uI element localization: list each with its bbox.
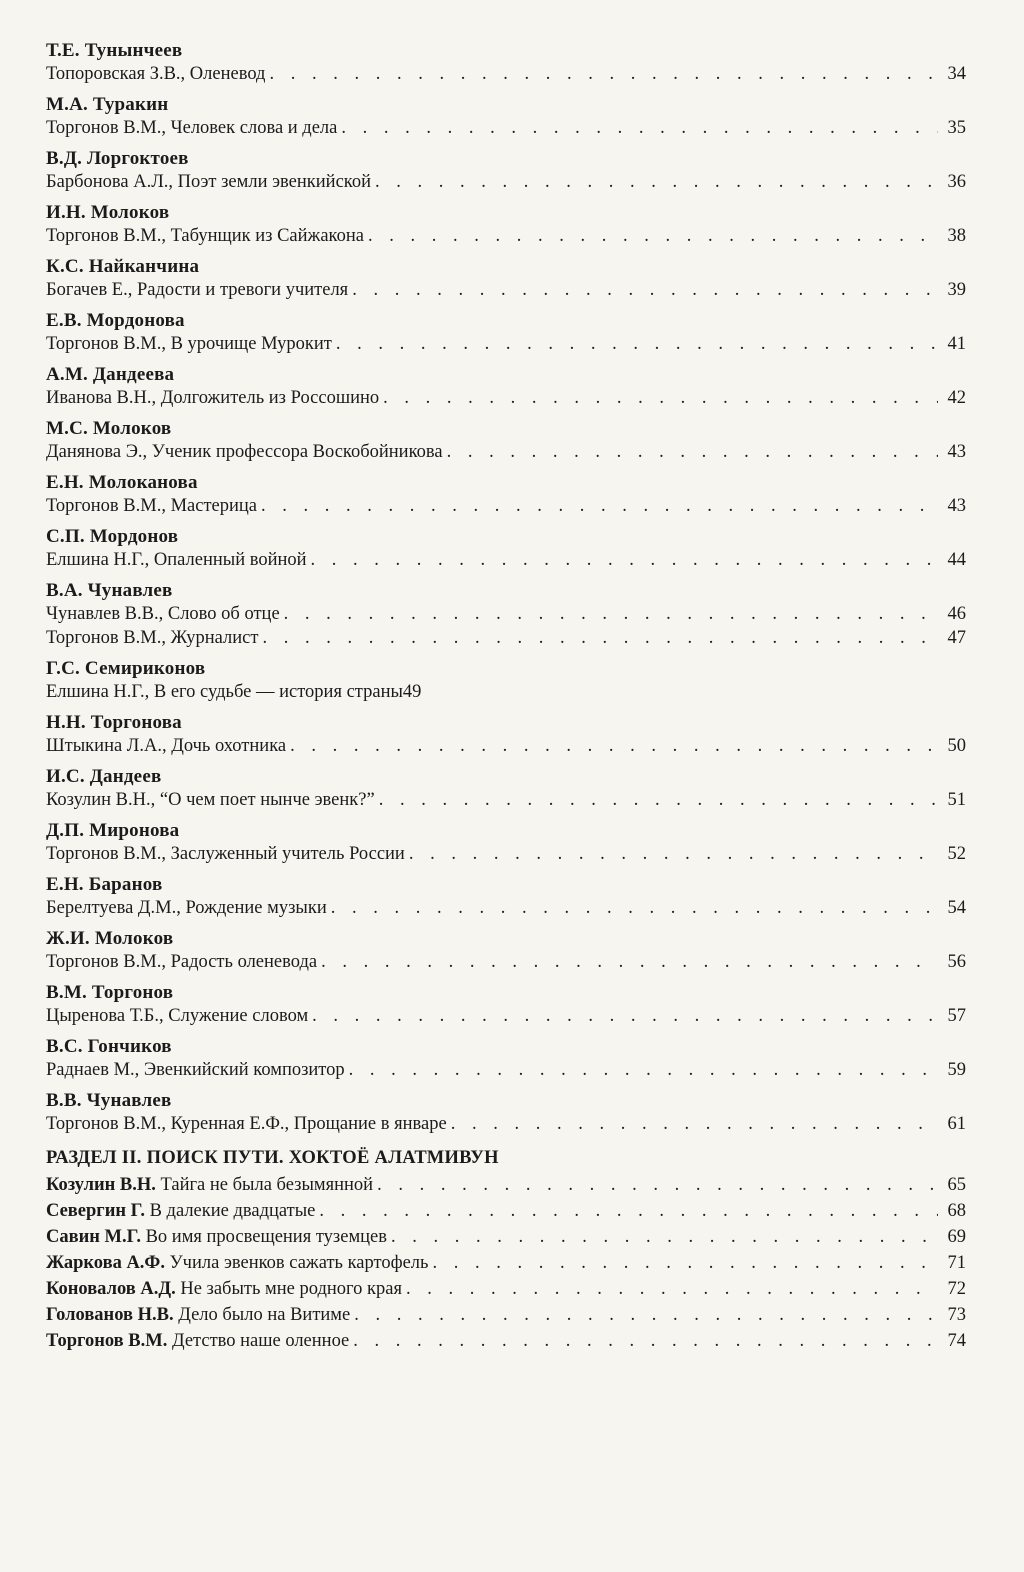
page-number: 43 (947, 442, 966, 462)
author-name: Т.Е. Тунынчеев (46, 40, 183, 61)
section-entry (46, 1276, 966, 1302)
toc-entry (46, 950, 966, 974)
toc-entry (46, 1058, 966, 1082)
section-entry (46, 1198, 966, 1224)
entry-title: Торгонов В.М., Заслуженный учитель России (46, 844, 405, 864)
section-entry (46, 1302, 966, 1328)
dot-leader (336, 332, 938, 356)
entry-title: Торгонов В.М., Мастерица (46, 496, 258, 516)
toc-entry (46, 116, 966, 140)
dot-leader (284, 602, 938, 626)
author-name: В.В. Чунавлев (46, 1090, 172, 1111)
entry-title: Детство наше оленное (171, 1331, 350, 1351)
entry-title: Тайга не была безымянной (160, 1175, 374, 1195)
dot-leader (262, 626, 938, 650)
page-number: 35 (947, 118, 966, 138)
author-group (46, 766, 966, 812)
entry-title: Торгонов В.М., Человек слова и дела (46, 118, 338, 138)
dot-leader (261, 494, 938, 518)
entry-author: Жаркова А.Ф. (46, 1253, 165, 1273)
dot-leader (432, 1250, 938, 1276)
author-group (46, 712, 966, 758)
entry-title: Елшина Н.Г., Опаленный войной (46, 550, 307, 570)
entry-title: Не забыть мне родного края (180, 1279, 402, 1299)
toc-entry (46, 440, 966, 464)
page-number: 36 (947, 172, 966, 192)
author-group (46, 256, 966, 302)
author-group (46, 472, 966, 518)
dot-leader (409, 842, 938, 866)
toc-entry (46, 602, 966, 626)
page-number: 52 (947, 844, 966, 864)
toc-entry (46, 62, 966, 86)
entry-title: Цыренова Т.Б., Служение словом (46, 1006, 309, 1026)
toc-entry (46, 680, 966, 704)
author-name: К.С. Найканчина (46, 256, 200, 277)
author-group (46, 1036, 966, 1082)
entry-title: Богачев Е., Радости и тревоги учителя (46, 280, 349, 300)
dot-leader (379, 788, 938, 812)
author-group (46, 148, 966, 194)
entry-title: Штыкина Л.А., Дочь охотника (46, 736, 287, 756)
toc-entry (46, 548, 966, 572)
author-name: Д.П. Миронова (46, 820, 180, 841)
toc-entry (46, 1112, 966, 1136)
author-group (46, 928, 966, 974)
entry-title: Барбонова А.Л., Поэт земли эвенкийской (46, 172, 371, 192)
page-number: 59 (947, 1060, 966, 1080)
page-number: 41 (947, 334, 966, 354)
page-number: 51 (947, 790, 966, 810)
page-number: 54 (947, 898, 966, 918)
dot-leader (353, 1328, 938, 1354)
entry-author: Козулин В.Н. (46, 1175, 156, 1195)
author-name: И.С. Дандеев (46, 766, 162, 787)
author-group (46, 874, 966, 920)
entry-title: Учила эвенков сажать картофель (169, 1253, 429, 1273)
author-group (46, 202, 966, 248)
dot-leader (349, 1058, 938, 1082)
page-number: 46 (947, 604, 966, 624)
author-name: М.С. Молоков (46, 418, 172, 439)
dot-leader (312, 1004, 938, 1028)
entry-author: Севергин Г. (46, 1201, 145, 1221)
dot-leader (311, 548, 938, 572)
toc-entry (46, 734, 966, 758)
section-heading: РАЗДЕЛ II. ПОИСК ПУТИ. ХОКТОЁ АЛАТМИВУН (46, 1148, 499, 1168)
author-group (46, 526, 966, 572)
author-group (46, 820, 966, 866)
entry-title: Дело было на Витиме (178, 1305, 351, 1325)
page-number: 73 (947, 1305, 966, 1325)
page-number: 57 (947, 1006, 966, 1026)
author-name: В.С. Гончиков (46, 1036, 172, 1057)
section-entry (46, 1172, 966, 1198)
toc-entry (46, 626, 966, 650)
author-group (46, 1090, 966, 1136)
toc-entry (46, 278, 966, 302)
entry-title: Торгонов В.М., Радость оленевода (46, 952, 318, 972)
entry-title: В далекие двадцатые (149, 1201, 316, 1221)
page-number: 65 (947, 1175, 966, 1195)
page-number: 42 (947, 388, 966, 408)
page-number: 61 (947, 1114, 966, 1134)
author-groups (46, 40, 966, 1136)
page-number: 74 (947, 1331, 966, 1351)
page-number: 34 (947, 64, 966, 84)
page-number: 38 (947, 226, 966, 246)
author-name: И.Н. Молоков (46, 202, 170, 223)
author-group (46, 94, 966, 140)
page-number: 47 (947, 628, 966, 648)
entry-title: Во имя просвещения туземцев (145, 1227, 387, 1247)
entry-title: Торгонов В.М., Куренная Е.Ф., Прощание в январе (46, 1114, 447, 1134)
toc-entry (46, 386, 966, 410)
section-entry (46, 1224, 966, 1250)
dot-leader (331, 896, 938, 920)
author-name: Г.С. Семириконов (46, 658, 206, 679)
entry-title: Козулин В.Н., “О чем поет нынче эвенк?” (46, 790, 375, 810)
entry-title: Топоровская З.В., Оленевод (46, 64, 266, 84)
dot-leader (319, 1198, 938, 1224)
page-number: 56 (947, 952, 966, 972)
author-group (46, 580, 966, 650)
author-name: С.П. Мордонов (46, 526, 179, 547)
author-name: М.А. Туракин (46, 94, 169, 115)
toc-entry (46, 332, 966, 356)
dot-leader (269, 62, 938, 86)
entry-title: Елшина Н.Г., В его судьбе — история страны49 (46, 682, 422, 702)
author-name: В.М. Торгонов (46, 982, 174, 1003)
entry-author: Савин М.Г. (46, 1227, 141, 1247)
page-number: 44 (947, 550, 966, 570)
author-name: Е.В. Мордонова (46, 310, 185, 331)
page-number: 71 (947, 1253, 966, 1273)
dot-leader (451, 1112, 938, 1136)
author-group (46, 418, 966, 464)
author-name: Н.Н. Торгонова (46, 712, 182, 733)
author-name: Е.Н. Молоканова (46, 472, 198, 493)
entry-title: Торгонов В.М., Табунщик из Сайжакона (46, 226, 364, 246)
author-name: А.М. Дандеева (46, 364, 175, 385)
entry-title: Берелтуева Д.М., Рождение музыки (46, 898, 327, 918)
author-group (46, 310, 966, 356)
author-name: Ж.И. Молоков (46, 928, 174, 949)
section-entry (46, 1250, 966, 1276)
author-group (46, 364, 966, 410)
author-group (46, 982, 966, 1028)
toc-entry (46, 494, 966, 518)
page-number: 68 (947, 1201, 966, 1221)
table-of-contents (46, 40, 966, 1354)
dot-leader (352, 278, 938, 302)
entry-title: Торгонов В.М., Журналист (46, 628, 259, 648)
toc-entry (46, 224, 966, 248)
author-group (46, 40, 966, 86)
page-number: 69 (947, 1227, 966, 1247)
toc-entry (46, 842, 966, 866)
page-number: 39 (947, 280, 966, 300)
page-number: 43 (947, 496, 966, 516)
entry-author: Торгонов В.М. (46, 1331, 168, 1351)
toc-entry (46, 896, 966, 920)
page-number: 50 (947, 736, 966, 756)
toc-entry (46, 788, 966, 812)
section-entries (46, 1172, 966, 1354)
dot-leader (368, 224, 938, 248)
page-number: 72 (947, 1279, 966, 1299)
dot-leader (354, 1302, 938, 1328)
entry-author: Голованов Н.В. (46, 1305, 174, 1325)
author-name: Е.Н. Баранов (46, 874, 163, 895)
entry-title: Данянова Э., Ученик профессора Воскобойникова (46, 442, 443, 462)
dot-leader (341, 116, 938, 140)
dot-leader (375, 170, 938, 194)
section-entry (46, 1328, 966, 1354)
toc-entry (46, 1004, 966, 1028)
author-group (46, 658, 966, 704)
toc-entry (46, 170, 966, 194)
dot-leader (377, 1172, 938, 1198)
entry-title: Иванова В.Н., Долгожитель из Россошино (46, 388, 380, 408)
entry-title: Торгонов В.М., В урочище Мурокит (46, 334, 332, 354)
dot-leader (290, 734, 938, 758)
author-name: В.А. Чунавлев (46, 580, 173, 601)
author-name: В.Д. Лоргоктоев (46, 148, 189, 169)
dot-leader (321, 950, 938, 974)
dot-leader (406, 1276, 938, 1302)
entry-author: Коновалов А.Д. (46, 1279, 176, 1299)
dot-leader (383, 386, 938, 410)
dot-leader (391, 1224, 938, 1250)
dot-leader (447, 440, 938, 464)
entry-title: Чунавлев В.В., Слово об отце (46, 604, 280, 624)
entry-title: Раднаев М., Эвенкийский композитор (46, 1060, 345, 1080)
